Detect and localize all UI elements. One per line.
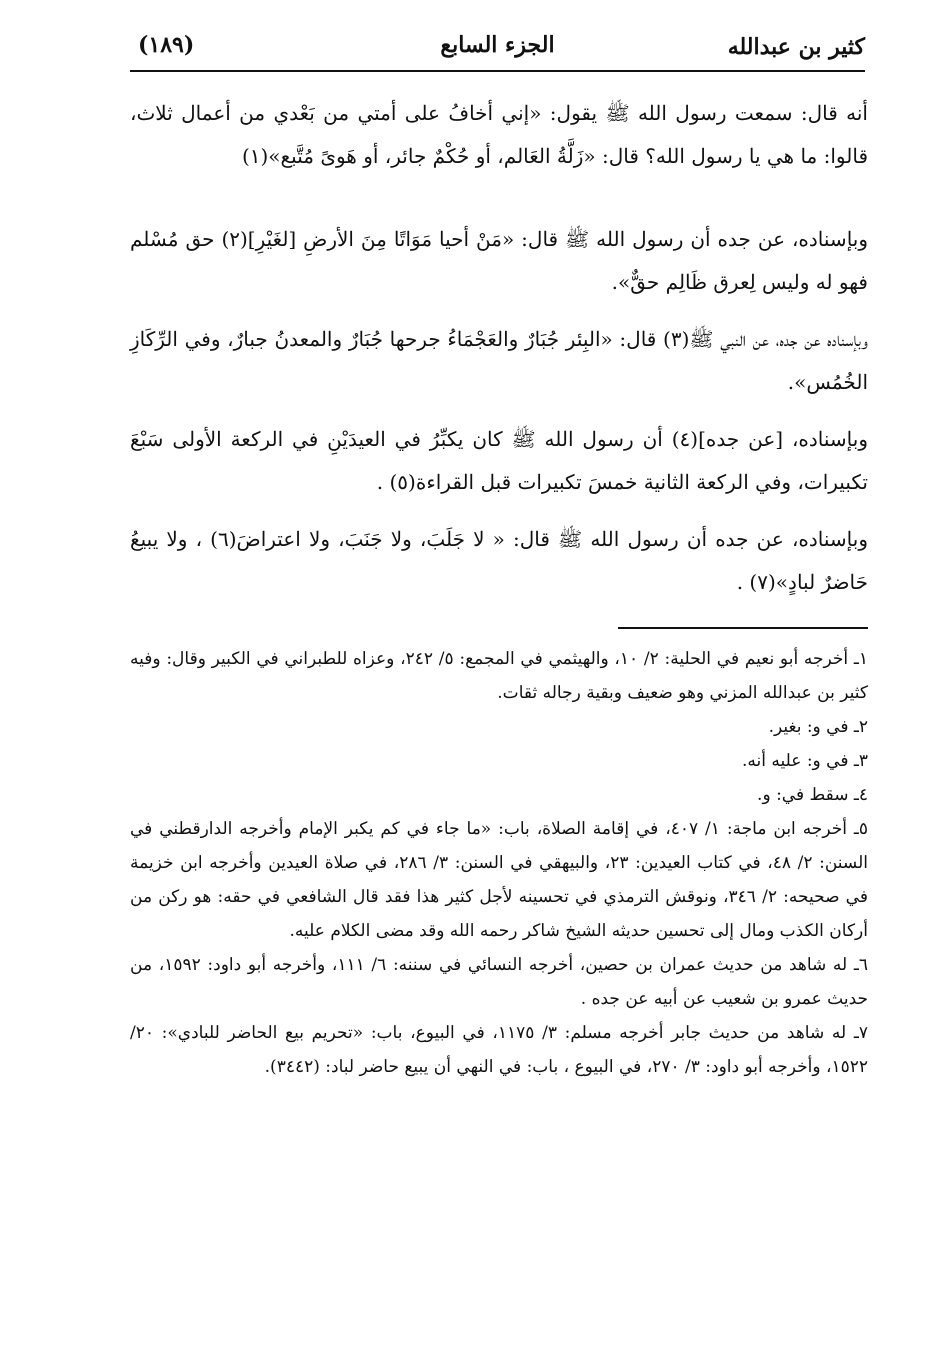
paragraph-4: وبإسناده، [عن جده](٤) أن رسول الله ﷺ كان يكبِّرُ في العيدَيْنِ في الركعة الأولى سَبْعَ تكبيرات، وفي الركعة الثانية خمسَ تكبيرات قبل القراءة(٥) .	[130, 427, 868, 494]
footnotes	[130, 642, 868, 1084]
footnote-6: ٦ـ له شاهد من حديث عمران بن حصين، أخرجه النسائي في سننه: ٦/ ١١١، وأخرجه أبو داود: ١٥٩٢، من حديث عمرو بن شعيب عن أبيه عن جده .	[130, 955, 869, 1009]
main-text	[130, 92, 868, 604]
footnote-4: ٤ـ سقط في: و.	[757, 785, 868, 805]
footnote-7: ٧ـ له شاهد من حديث جابر أخرجه مسلم: ٣/ ١١٧٥، في البيوع، باب: «تحريم بيع الحاضر للبادي»: ٢٠/ ١٥٢٢، وأخرجه أبو داود: ٣/ ٢٧٠، في البيوع ، باب: في النهي أن يبيع حاضر لباد: (٣٤٤٢).	[130, 1023, 868, 1077]
footnote-2: ٢ـ في و: بغير.	[768, 717, 868, 737]
header-volume: الجزء السابع	[440, 32, 555, 58]
paragraph-1: أنه قال: سمعت رسول الله ﷺ يقول: «إني أخافُ على أمتي من بَعْدي من أعمال ثلاث، قالوا: ما هي يا رسول الله؟ قال: «زَلَّةُ العَالم، أو حُكْمٌ جائر، أو هَوىً مُتَّبع»(١)	[130, 101, 868, 168]
header-author: كثير بن عبدالله	[727, 34, 865, 60]
footnote-rule	[618, 627, 868, 629]
paragraph-5: وبإسناده، عن جده أن رسول الله ﷺ قال: « لا جَلَبَ، ولا جَنَبَ، ولا اعتراضَ(٦) ، ولا يبيعُ حَاضرٌ لبادٍ»(٧) .	[130, 527, 868, 594]
header-page-number: (١٨٩)	[138, 32, 195, 58]
paragraph-3: وبإسناده عن جده، عن النبي ﷺ(٣) قال: «البِئر جُبَارٌ والعَجْمَاءُ جرحها جُبَارٌ والمعدنُ جبارٌ، وفي الرِّكَازِ الخُمُس».	[130, 327, 868, 394]
footnote-1: ١ـ أخرجه أبو نعيم في الحلية: ٢/ ١٠، والهيثمي في المجمع: ٥/ ٢٤٢، وعزاه للطبراني في الكبير وقال: وفيه كثير بن عبدالله المزني وهو ضعيف وبقية رجاله ثقات.	[130, 649, 869, 703]
header-rule	[130, 70, 865, 72]
page-header	[130, 28, 865, 70]
footnote-3: ٣ـ في و: عليه أنه.	[742, 751, 868, 771]
footnote-5: ٥ـ أخرجه ابن ماجة: ١/ ٤٠٧، في إقامة الصلاة، باب: «ما جاء في كم يكبر الإمام وأخرجه الدارقطني في السنن: ٢/ ٤٨، في كتاب العيدين: ٢٣، والبيهقي في السنن: ٣/ ٢٨٦، في صلاة العيدين وأخرجه ابن خزيمة في صحيحه: ٢/ ٣٤٦، ونوقش الترمذي في تحسينه لأجل كثير هذا فقد قال الشافعي في حقه: هو ركن من أركان الكذب ومال إلى تحسين حديثه الشيخ شاكر رحمه الله وقد مضى الكلام عليه.	[130, 819, 868, 941]
paragraph-2: وبإسناده، عن جده أن رسول الله ﷺ قال: «مَنْ أحيا مَوَاتًا مِنَ الأرضِ [لغَيْرِ](٢) حق مُسْلم فهو له وليس لِعرق ظَالِم حقٌّ».	[130, 227, 869, 294]
